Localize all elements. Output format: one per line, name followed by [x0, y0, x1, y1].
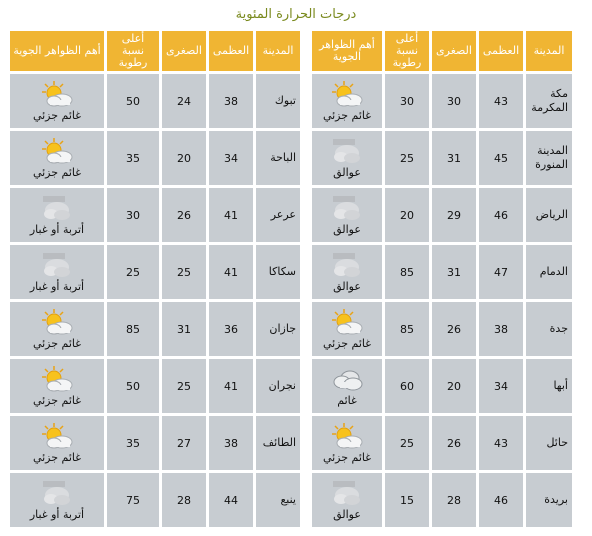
header-humidity-line1: أعلى: [121, 32, 145, 45]
table-row: [10, 416, 300, 470]
table-row: [10, 473, 300, 527]
weather-cell: [312, 188, 382, 242]
humidity-cell: 25: [385, 416, 429, 470]
humidity-cell: 30: [385, 74, 429, 128]
city-cell: مكة المكرمة: [526, 74, 572, 128]
weather-label: غائم جزئي: [322, 337, 372, 350]
partly-cloudy-icon: [40, 137, 74, 165]
min-temp-cell: 31: [432, 245, 476, 299]
header-humidity: [107, 31, 159, 71]
max-temp-cell: 38: [209, 416, 253, 470]
city-cell: أبها: [526, 359, 572, 413]
weather-cell: [10, 302, 104, 356]
header-min: الصغرى: [162, 31, 206, 71]
humidity-cell: 60: [385, 359, 429, 413]
humidity-cell: 85: [107, 302, 159, 356]
header-max: العظمى: [209, 31, 253, 71]
humidity-cell: 75: [107, 473, 159, 527]
max-temp-cell: 46: [479, 188, 523, 242]
dust-icon: [40, 194, 74, 222]
city-cell: جدة: [526, 302, 572, 356]
weather-label: عوالق: [333, 166, 361, 179]
weather-cell: [312, 245, 382, 299]
max-temp-cell: 44: [209, 473, 253, 527]
table-row: [312, 416, 572, 470]
header-city: المدينة: [256, 31, 300, 71]
weather-label: غائم جزئي: [322, 109, 372, 122]
weather-cell: [10, 245, 104, 299]
city-cell: المدينة المنورة: [526, 131, 572, 185]
humidity-cell: 30: [107, 188, 159, 242]
min-temp-cell: 28: [162, 473, 206, 527]
city-cell: ينبع: [256, 473, 300, 527]
min-temp-cell: 31: [432, 131, 476, 185]
max-temp-cell: 34: [209, 131, 253, 185]
min-temp-cell: 26: [432, 302, 476, 356]
weather-cell: [10, 416, 104, 470]
table-row: [10, 74, 300, 128]
header-humidity-line1: أعلى: [395, 32, 419, 45]
table-header-row: [10, 31, 300, 71]
city-cell: تبوك: [256, 74, 300, 128]
city-cell: نجران: [256, 359, 300, 413]
dust-icon: [330, 479, 364, 507]
max-temp-cell: 41: [209, 359, 253, 413]
table-row: [312, 473, 572, 527]
humidity-cell: 15: [385, 473, 429, 527]
max-temp-cell: 45: [479, 131, 523, 185]
max-temp-cell: 36: [209, 302, 253, 356]
weather-label: غائم جزئي: [322, 451, 372, 464]
weather-label: أتربة أو غبار: [29, 508, 85, 521]
weather-label: أتربة أو غبار: [29, 223, 85, 236]
weather-cell: [312, 131, 382, 185]
page-title: درجات الحرارة المئوية: [235, 7, 357, 22]
humidity-cell: 35: [107, 416, 159, 470]
table-row: [10, 188, 300, 242]
temperature-table-left: [7, 28, 303, 530]
max-temp-cell: 47: [479, 245, 523, 299]
partly-cloudy-icon: [40, 308, 74, 336]
max-temp-cell: 41: [209, 188, 253, 242]
humidity-cell: 85: [385, 245, 429, 299]
weather-label: عوالق: [333, 280, 361, 293]
humidity-cell: 35: [107, 131, 159, 185]
city-cell: عرعر: [256, 188, 300, 242]
weather-label: غائم جزئي: [32, 109, 82, 122]
header-max: العظمى: [479, 31, 523, 71]
header-humidity-line3: رطوبة: [392, 56, 422, 69]
table-row: [312, 245, 572, 299]
weather-label: غائم جزئي: [32, 166, 82, 179]
partly-cloudy-icon: [330, 308, 364, 336]
weather-cell: [312, 302, 382, 356]
weather-label: غائم: [337, 394, 357, 407]
dust-icon: [40, 251, 74, 279]
max-temp-cell: 46: [479, 473, 523, 527]
weather-label: عوالق: [333, 223, 361, 236]
header-humidity-line2: نسبة: [395, 44, 419, 57]
weather-cell: [10, 131, 104, 185]
max-temp-cell: 38: [479, 302, 523, 356]
city-cell: سكاكا: [256, 245, 300, 299]
city-cell: الباحة: [256, 131, 300, 185]
table-row: [312, 74, 572, 128]
weather-label: غائم جزئي: [32, 451, 82, 464]
min-temp-cell: 28: [432, 473, 476, 527]
min-temp-cell: 30: [432, 74, 476, 128]
city-cell: الطائف: [256, 416, 300, 470]
partly-cloudy-icon: [40, 80, 74, 108]
weather-label: أتربة أو غبار: [29, 280, 85, 293]
city-cell: حائل: [526, 416, 572, 470]
dust-icon: [40, 479, 74, 507]
city-cell: الدمام: [526, 245, 572, 299]
min-temp-cell: 29: [432, 188, 476, 242]
max-temp-cell: 41: [209, 245, 253, 299]
humidity-cell: 25: [107, 245, 159, 299]
partly-cloudy-icon: [330, 80, 364, 108]
weather-cell: [312, 416, 382, 470]
header-city: المدينة: [526, 31, 572, 71]
table-row: [10, 131, 300, 185]
humidity-cell: 85: [385, 302, 429, 356]
min-temp-cell: 26: [162, 188, 206, 242]
partly-cloudy-icon: [330, 422, 364, 450]
min-temp-cell: 20: [162, 131, 206, 185]
table-row: [312, 188, 572, 242]
partly-cloudy-icon: [40, 422, 74, 450]
weather-cell: [10, 473, 104, 527]
max-temp-cell: 38: [209, 74, 253, 128]
min-temp-cell: 25: [162, 359, 206, 413]
dust-icon: [330, 251, 364, 279]
humidity-cell: 20: [385, 188, 429, 242]
humidity-cell: 50: [107, 74, 159, 128]
min-temp-cell: 20: [432, 359, 476, 413]
min-temp-cell: 24: [162, 74, 206, 128]
cloudy-icon: [330, 365, 364, 393]
weather-cell: [10, 74, 104, 128]
table-row: [312, 131, 572, 185]
min-temp-cell: 25: [162, 245, 206, 299]
max-temp-cell: 34: [479, 359, 523, 413]
weather-cell: [312, 359, 382, 413]
min-temp-cell: 31: [162, 302, 206, 356]
table-row: [312, 359, 572, 413]
header-humidity: [385, 31, 429, 71]
weather-cell: [10, 188, 104, 242]
max-temp-cell: 43: [479, 74, 523, 128]
weather-cell: [312, 74, 382, 128]
header-weather: أهم الظواهر الجوية: [312, 31, 382, 71]
table-row: [312, 302, 572, 356]
header-humidity-line3: رطوبة: [118, 56, 148, 69]
weather-label: غائم جزئي: [32, 394, 82, 407]
table-row: [10, 245, 300, 299]
min-temp-cell: 27: [162, 416, 206, 470]
humidity-cell: 25: [385, 131, 429, 185]
header-min: الصغرى: [432, 31, 476, 71]
weather-cell: [10, 359, 104, 413]
partly-cloudy-icon: [40, 365, 74, 393]
temperature-table-right: [309, 28, 575, 530]
city-cell: جازان: [256, 302, 300, 356]
table-row: [10, 359, 300, 413]
dust-icon: [330, 194, 364, 222]
dust-icon: [330, 137, 364, 165]
header-weather: أهم الظواهر الجوية: [10, 31, 104, 71]
table-header-row: [312, 31, 572, 71]
weather-label: عوالق: [333, 508, 361, 521]
max-temp-cell: 43: [479, 416, 523, 470]
min-temp-cell: 26: [432, 416, 476, 470]
weather-label: غائم جزئي: [32, 337, 82, 350]
weather-cell: [312, 473, 382, 527]
table-row: [10, 302, 300, 356]
humidity-cell: 50: [107, 359, 159, 413]
header-humidity-line2: نسبة: [121, 44, 145, 57]
city-cell: الرياض: [526, 188, 572, 242]
city-cell: بريدة: [526, 473, 572, 527]
